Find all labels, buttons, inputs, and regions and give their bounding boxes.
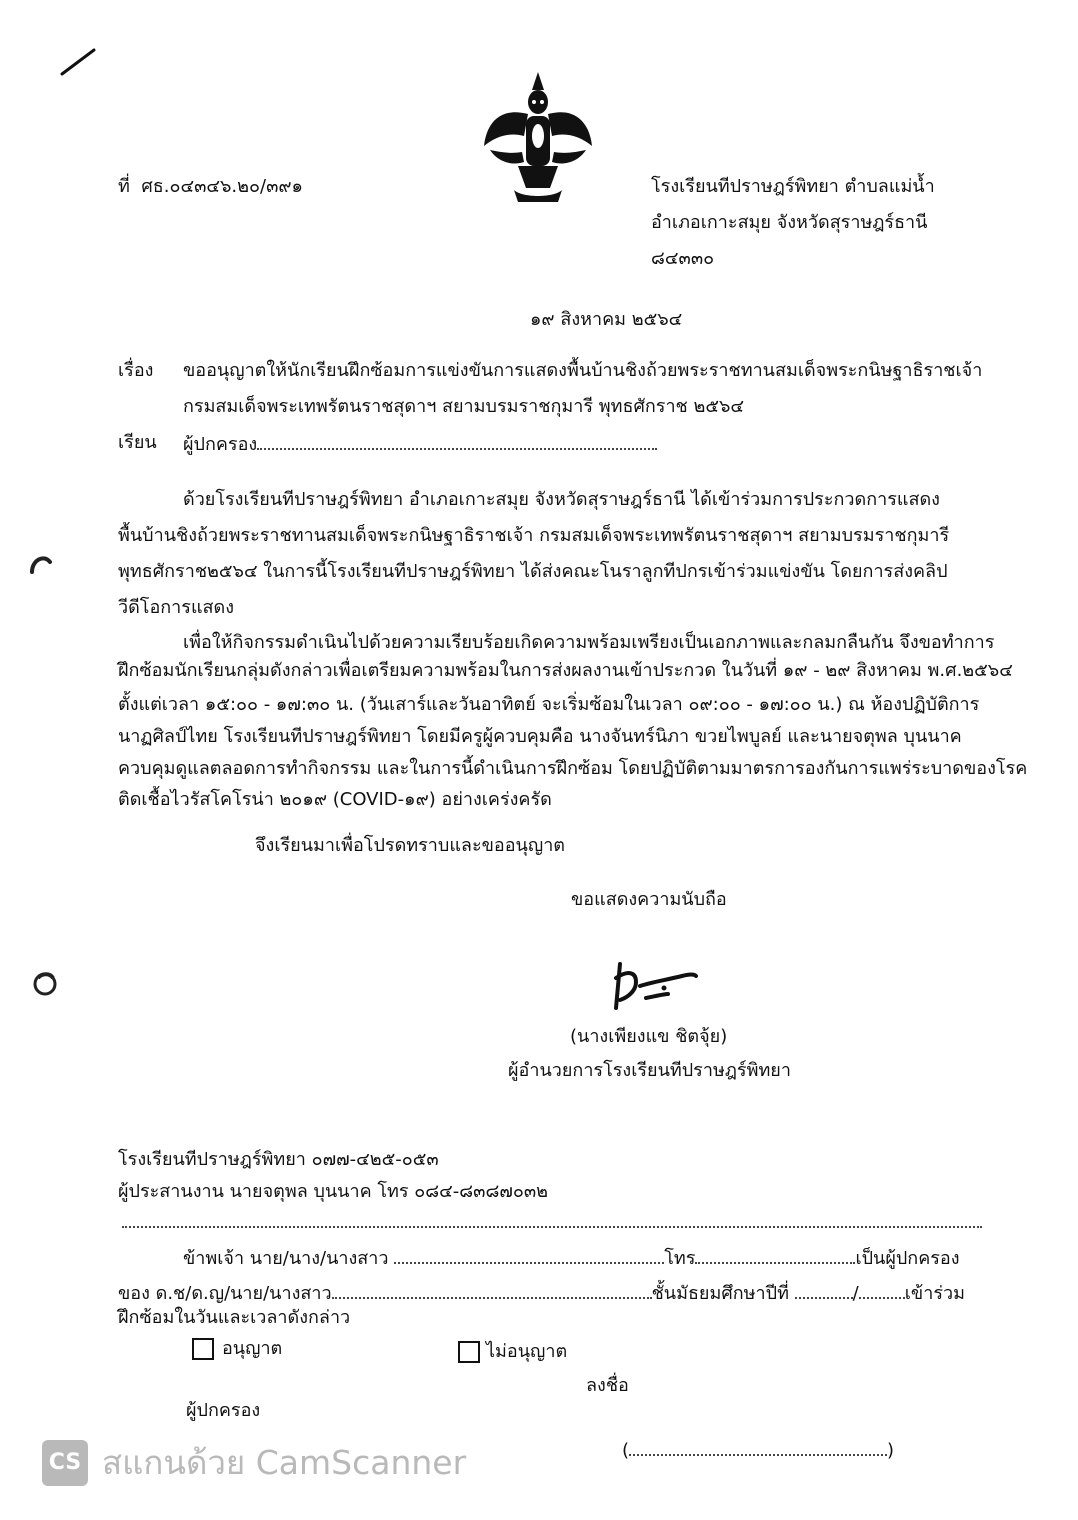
regards-text: ขอแสดงความนับถือ	[571, 889, 727, 910]
form-grade-label: ชั้นมัธยมศึกษาปีที่	[651, 1283, 789, 1304]
form-join-label: เข้าร่วม	[904, 1283, 965, 1304]
school-phone: โรงเรียนทีปราษฎร์พิทยา ๐๗๗-๔๒๕-๐๕๓	[118, 1149, 439, 1170]
school-postcode: ๘๔๓๓๐	[651, 248, 715, 269]
form-grade-slash: /	[852, 1283, 859, 1304]
addressee-dotted-line	[257, 434, 657, 450]
form-line1	[183, 1248, 960, 1268]
garuda-emblem-icon	[478, 66, 598, 206]
paren-close: )	[887, 1440, 895, 1461]
grade-field[interactable]	[795, 1283, 853, 1299]
addressee-line	[183, 434, 657, 454]
addressee-text: ผู้ปกครอง	[183, 434, 258, 455]
guardian-phone-field[interactable]	[695, 1248, 855, 1264]
handwritten-signature	[606, 958, 706, 1014]
student-name-field[interactable]	[332, 1283, 652, 1299]
hole-punch-icon	[30, 968, 60, 1000]
guardian-name-field[interactable]	[394, 1248, 664, 1264]
closing-line: จึงเรียนมาเพื่อโปรดทราบและขออนุญาต	[255, 835, 565, 856]
form-phone-label: โทร	[664, 1248, 696, 1269]
subject-line1: ขออนุญาตให้นักเรียนฝึกซ้อมการแข่งขันการแสดงพื้นบ้านชิงถ้วยพระราชทานสมเด็จพระกนิษฐาธิราชเจ้า	[183, 360, 983, 381]
paragraph2-line: ติดเชื้อไวรัสโคโรน่า ๒๐๑๙ (COVID-๑๙) อย่างเคร่งครัด	[118, 789, 552, 810]
paragraph2-line: เพื่อให้กิจกรรมดำเนินไปด้วยความเรียบร้อยเกิดความพร้อมเพรียงเป็นเอกภาพและกลมกลืนกัน จึงขอทำการ	[183, 632, 995, 653]
class-room-field[interactable]	[859, 1283, 905, 1299]
camscanner-logo-icon: CS	[42, 1440, 88, 1486]
deny-checkbox[interactable]	[458, 1341, 480, 1363]
form-line2	[118, 1283, 965, 1303]
paragraph1-line: พื้นบ้านชิงถ้วยพระราชทานสมเด็จพระกนิษฐาธิราชเจ้า กรมสมเด็จพระเทพรัตนราชสุดาฯ สยามบรมราชกุมารี	[118, 525, 950, 546]
subject-label: เรื่อง	[118, 360, 154, 381]
deny-label: ไม่อนุญาต	[486, 1341, 568, 1362]
form-guardian-label: ผู้ปกครอง	[186, 1400, 261, 1421]
letter-date: ๑๙ สิงหาคม ๒๕๖๔	[530, 309, 683, 330]
allow-checkbox[interactable]	[192, 1338, 214, 1360]
form-sign-label: ลงชื่อ	[586, 1375, 629, 1396]
paragraph1-line: พุทธศักราช๒๕๖๔ ในการนี้โรงเรียนทีปราษฎร์พิทยา ได้ส่งคณะโนราลูกทีปกรเข้าร่วมแข่งขัน โดยการส่งคลิป	[118, 561, 948, 582]
form-student-label: ของ ด.ช/ด.ญ/นาย/นางสาว	[118, 1283, 332, 1304]
school-address-line2: อำเภอเกาะสมุย จังหวัดสุราษฎร์ธานี	[651, 212, 928, 233]
paragraph2-line: นาฏศิลป์ไทย โรงเรียนทีปราษฎร์พิทยา โดยมีครูผู้ควบคุมคือ นางจันทร์นิภา ขวยไพบูลย์ และนายจตุพล บุนนาค	[118, 726, 962, 747]
signer-name: (นางเพียงแข ชิตจุ้ย)	[570, 1026, 728, 1047]
paragraph1-line: วีดีโอการแสดง	[118, 597, 235, 618]
cut-line	[122, 1226, 982, 1228]
allow-label: อนุญาต	[222, 1338, 283, 1359]
camscanner-watermark	[42, 1436, 466, 1489]
reference-number: ศธ.๐๔๓๔๖.๒๐/๓๙๑	[141, 176, 303, 197]
school-address-line1: โรงเรียนทีปราษฎร์พิทยา ตำบลแม่น้ำ	[651, 176, 935, 197]
signer-name-line	[622, 1440, 894, 1460]
paragraph1-line: ด้วยโรงเรียนทีปราษฎร์พิทยา อำเภอเกาะสมุย จังหวัดสุราษฎร์ธานี ได้เข้าร่วมการประกวดการแสดง	[183, 489, 940, 510]
paragraph2-line: ฝึกซ้อมนักเรียนกลุ่มดังกล่าวเพื่อเตรียมความพร้อมในการส่งผลงานเข้าประกวด ในวันที่ ๑๙ - ๒๙ สิงหาคม พ.ศ.๒๕๖๔	[118, 660, 1013, 681]
subject-line2: กรมสมเด็จพระเทพรัตนราชสุดาฯ สยามบรมราชกุมารี พุทธศักราช ๒๕๖๔	[183, 396, 745, 417]
signer-position: ผู้อำนวยการโรงเรียนทีปราษฎร์พิทยา	[508, 1060, 791, 1081]
addressee-label: เรียน	[118, 432, 157, 453]
paragraph2-line: ตั้งแต่เวลา ๑๕:๐๐ - ๑๗:๓๐ น. (วันเสาร์และวันอาทิตย์ จะเริ่มซ้อมในเวลา ๐๙:๐๐ - ๑๗:๐๐ น.) ณ ห้องปฏิบัติการ	[118, 694, 980, 715]
form-guardian-name-label: ข้าพเจ้า นาย/นาง/นางสาว	[183, 1248, 389, 1269]
paragraph2-line: ควบคุมดูแลตลอดการทำกิจกรรม และในการนี้ดำเนินการฝึกซ้อม โดยปฏิบัติตามมาตรการองกันการแพร่ระบาดของโรค	[118, 758, 1028, 779]
coordinator-contact: ผู้ประสานงาน นายจตุพล บุนนาค โทร ๐๘๔-๘๓๘๗๐๓๒	[118, 1181, 549, 1202]
form-line3: ฝึกซ้อมในวันและเวลาดังกล่าว	[118, 1307, 351, 1328]
reference-label: ที่	[118, 176, 130, 197]
guardian-signature-name-field[interactable]	[629, 1440, 887, 1456]
paren-open: (	[622, 1440, 630, 1461]
pen-mark-icon	[58, 44, 98, 78]
watermark-text: สแกนด้วย CamScanner	[102, 1443, 467, 1482]
form-guardian-suffix: เป็นผู้ปกครอง	[855, 1248, 960, 1269]
hole-punch-icon	[28, 552, 54, 576]
reference-line	[118, 178, 303, 196]
